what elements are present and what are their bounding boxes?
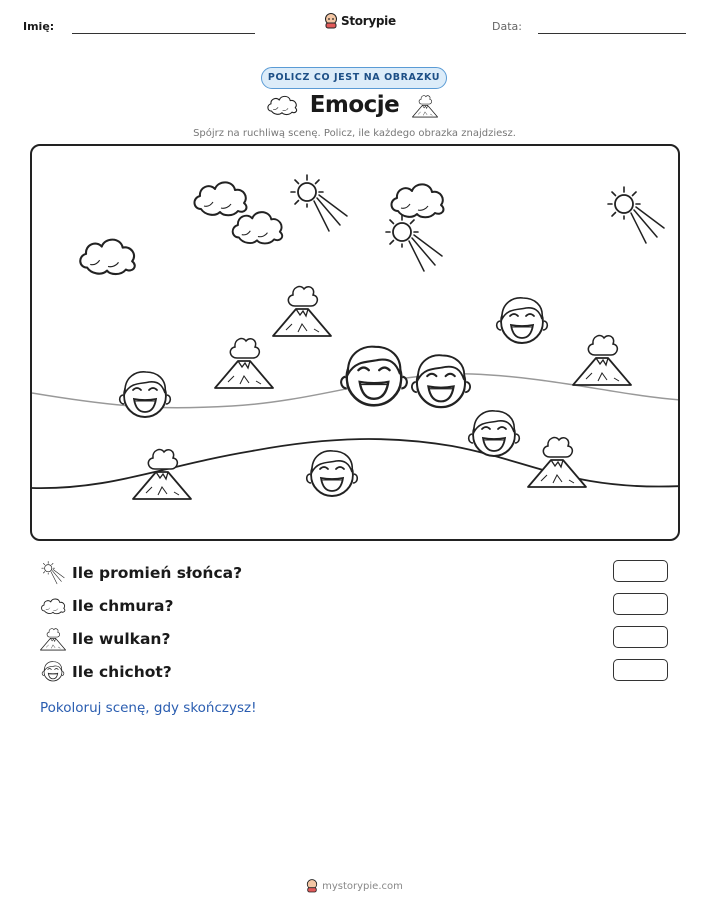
cloud-icon [80,240,134,274]
answer-box-volcano[interactable] [613,626,668,648]
cloud-icon [391,184,443,217]
answer-box-sun[interactable] [613,560,668,582]
cloud-icon [194,182,246,215]
volcano-icon [215,339,273,388]
page-title: Emocje [309,92,400,118]
footer [0,879,709,893]
question-row-sun [40,561,242,585]
question-row-volcano [40,627,170,651]
sun-ray-icon [40,561,66,585]
name-label: Imię: [23,20,55,33]
name-line[interactable] [72,33,255,34]
counting-scene [30,144,680,541]
volcano-icon [40,627,66,651]
footer-url[interactable]: mystorypie.com [322,880,403,892]
instructions: Spójrz na ruchliwą scenę. Policz, ile każdego obrazka znajdziesz. [193,128,516,139]
giggle-face-icon [120,372,171,417]
brand-logo [324,13,396,29]
coloring-note: Pokoloruj scenę, gdy skończysz! [40,700,257,716]
giggle-face-icon [497,298,548,343]
giggle-face-icon [307,451,358,496]
volcano-icon [573,336,631,385]
storypie-mascot-icon [324,13,338,29]
cloud-icon [233,212,283,243]
sun-ray-icon [608,187,664,243]
giggle-face-icon [341,347,407,406]
question-text: Ile chichot? [72,663,172,681]
giggle-face-icon [40,660,66,684]
date-label: Data: [492,20,522,33]
date-line[interactable] [538,33,686,34]
question-row-cloud [40,594,174,618]
answer-box-cloud[interactable] [613,593,668,615]
storypie-mascot-icon [306,879,318,893]
volcano-icon [528,438,586,487]
question-row-giggle [40,660,172,684]
question-text: Ile promień słońca? [72,564,243,582]
sun-ray-icon [291,175,347,231]
volcano-icon [412,93,438,119]
brand-name: Storypie [341,14,396,28]
giggle-face-icon [469,411,520,456]
giggle-face-icon [412,355,470,407]
cloud-icon [40,594,66,618]
question-text: Ile wulkan? [72,630,171,648]
activity-pill: POLICZ CO JEST NA OBRAZKU [261,67,447,89]
answer-box-giggle[interactable] [613,659,668,681]
sun-ray-icon [386,215,442,271]
question-text: Ile chmura? [72,597,174,615]
volcano-icon [273,287,331,336]
